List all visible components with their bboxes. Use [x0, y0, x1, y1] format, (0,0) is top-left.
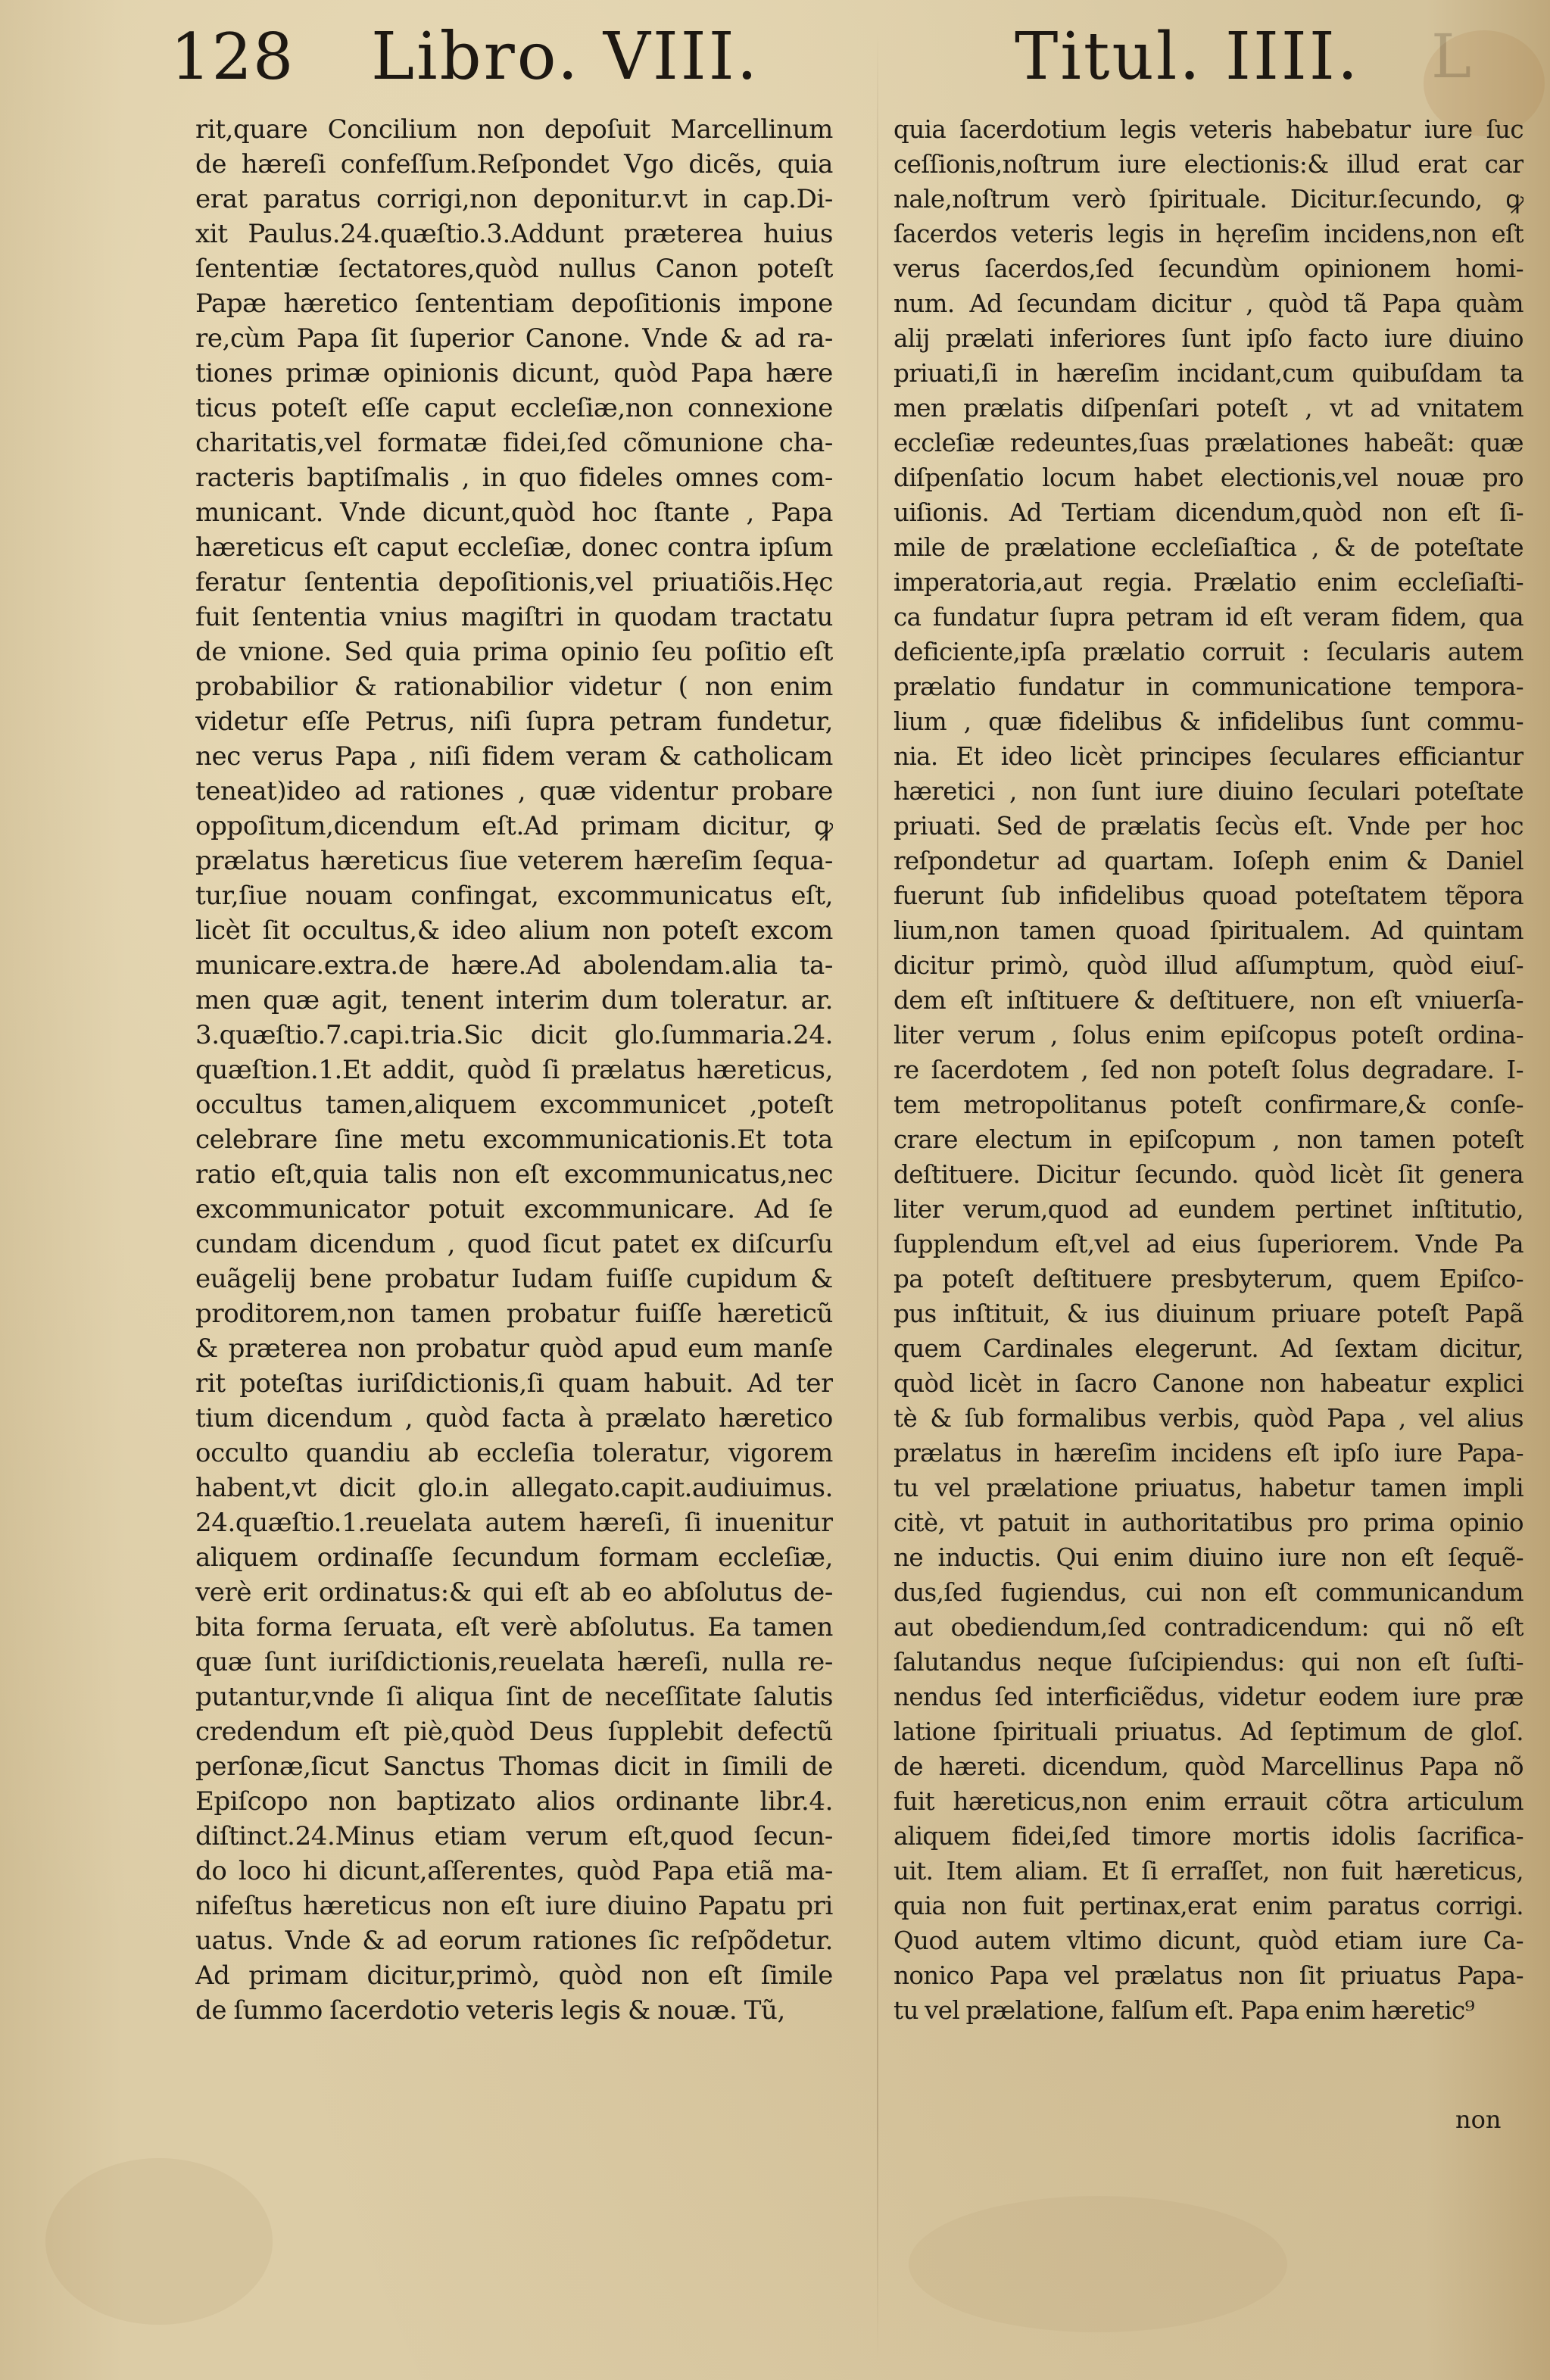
text-line: ſacerdos veteris legis in hęreſim incidens,non eſt [894, 220, 1523, 248]
text-line: ticus poteſt eſſe caput eccleſiæ,non connexione [195, 393, 833, 423]
text-line: nonico Papa vel prælatus non ſit priuatus Papa- [894, 1961, 1523, 1990]
catchword: non [1455, 2105, 1502, 2134]
text-line: Quod autem vltimo dicunt, quòd etiam iure Ca- [894, 1926, 1523, 1955]
text-line: imperatoria,aut regia. Prælatio enim eccleſiaſti- [894, 568, 1523, 597]
text-line: credendum eſt piè,quòd Deus ſupplebit defectũ [195, 1717, 833, 1747]
text-line: perſonæ,ſicut Sanctus Thomas dicit in ſimili de [195, 1751, 833, 1782]
text-line: dem eſt inſtituere & deſtituere, non eſt vniuerſa- [894, 986, 1523, 1015]
text-line: ca fundatur ſupra petram id eſt veram fidem, qua [894, 603, 1523, 632]
text-line: ceſſionis,noſtrum iure electionis:& illud erat car [894, 150, 1523, 179]
running-title-book: Libro. VIII. [371, 19, 760, 95]
text-line: crare electum in epiſcopum , non tamen poteſt [894, 1125, 1523, 1154]
text-line: ne inductis. Qui enim diuino iure non eſt ſequẽ- [894, 1543, 1523, 1572]
text-line: rit poteſtas iuriſdictionis,ſi quam habuit. Ad ter [195, 1368, 833, 1399]
text-line: reſpondetur ad quartam. Ioſeph enim & Daniel [894, 847, 1523, 875]
text-line: quia non fuit pertinax,erat enim paratus corrigi. [894, 1892, 1523, 1920]
text-line: quæ ſunt iuriſdictionis,reuelata hæreſi, nulla re- [195, 1647, 833, 1677]
text-line: nec verus Papa , niſi fidem veram & catholicam [195, 741, 833, 772]
text-line: xit Paulus.24.quæſtio.3.Addunt præterea huius [195, 219, 833, 249]
text-line: proditorem,non tamen probatur fuiſſe hæreticũ [195, 1299, 833, 1329]
text-line: nifeſtus hæreticus non eſt iure diuino Papatu pri [195, 1891, 833, 1921]
text-line: 3.quæſtio.7.capi.tria.Sic dicit glo.ſummaria.24. [195, 1020, 833, 1050]
text-line: occulto quandiu ab eccleſia toleratur, vigorem [195, 1438, 833, 1468]
text-line: liter verum,quod ad eundem pertinet inſtitutio, [894, 1195, 1523, 1224]
text-line: charitatis,vel formatæ fidei,ſed cõmunione cha- [195, 428, 833, 458]
text-line: deficiente,ipſa prælatio corruit : ſecularis autem [894, 638, 1523, 666]
left-text-column [195, 112, 833, 2028]
text-line: fuit ſententia vnius magiſtri in quodam tractatu [195, 602, 833, 632]
page-number: 128 [170, 20, 295, 94]
right-text-column [894, 112, 1523, 2028]
text-line: Ad primam dicitur,primò, quòd non eſt ſimile [195, 1960, 833, 1991]
page-stain [45, 2158, 273, 2325]
text-line: celebrare ſine metu excommunicationis.Et tota [195, 1124, 833, 1155]
text-line: liter verum , ſolus enim epiſcopus poteſt ordina- [894, 1021, 1523, 1050]
text-line: deſtituere. Dicitur ſecundo. quòd licèt ſit genera [894, 1160, 1523, 1189]
text-line: diſtinct.24.Minus etiam verum eſt,quod ſecun- [195, 1821, 833, 1851]
text-line: ſupplendum eſt,vel ad eius ſuperiorem. Vnde Pa [894, 1230, 1523, 1259]
text-line: de hæreti. dicendum, quòd Marcellinus Papa nõ [894, 1752, 1523, 1781]
text-line: oppoſitum,dicendum eſt.Ad primam dicitur, ꝙ [195, 811, 833, 841]
text-line: eccleſiæ redeuntes,ſuas prælationes habeãt: quæ [894, 429, 1523, 457]
text-line: cundam dicendum , quod ſicut patet ex diſcurſu [195, 1229, 833, 1259]
text-line: verus ſacerdos,ſed ſecundùm opinionem homi- [894, 254, 1523, 283]
text-line: nale,noſtrum verò ſpirituale. Dicitur.ſecundo, ꝙ [894, 185, 1523, 214]
text-line: nendus ſed interficiẽdus, videtur eodem iure præ [894, 1683, 1523, 1711]
text-line: ratio eſt,quia talis non eſt excommunicatus,nec [195, 1159, 833, 1190]
text-line: men prælatis diſpenſari poteſt , vt ad vnitatem [894, 394, 1523, 423]
column-gutter [877, 30, 878, 2363]
text-line: de vnione. Sed quia prima opinio ſeu poſitio eſt [195, 637, 833, 667]
text-line: citè, vt patuit in authoritatibus pro prima opinio [894, 1508, 1523, 1537]
text-line: quia ſacerdotium legis veteris habebatur iure ſuc [894, 115, 1523, 144]
text-line: Papæ hæretico ſententiam depoſitionis impone [195, 289, 833, 319]
bleed-through-letter: L [1431, 21, 1472, 92]
text-line: diſpenſatio locum habet electionis,vel nouæ pro [894, 463, 1523, 492]
text-line: tè & ſub formalibus verbis, quòd Papa , vel alius [894, 1404, 1523, 1433]
text-line: re,cùm Papa ſit ſuperior Canone. Vnde & ad ra- [195, 323, 833, 354]
text-line: municare.extra.de hære.Ad abolendam.alia ta- [195, 950, 833, 981]
text-line: tem metropolitanus poteſt confirmare,& conſe- [894, 1090, 1523, 1119]
text-line: teneat)ideo ad rationes , quæ videntur probare [195, 776, 833, 806]
text-line: do loco hi dicunt,aſſerentes, quòd Papa etiã ma- [195, 1856, 833, 1886]
text-line: tu vel prælatione, falſum eſt. Papa enim hæretic⁹ [894, 1996, 1475, 2025]
text-line: videtur eſſe Petrus, niſi ſupra petram fundetur, [195, 707, 833, 737]
text-line: feratur ſententia depoſitionis,vel priuatiõis.Hęc [195, 567, 833, 597]
text-line: prælatus hæreticus ſiue veterem hæreſim ſequa- [195, 846, 833, 876]
text-line: uatus. Vnde & ad eorum rationes ſic reſpõdetur. [195, 1926, 833, 1956]
text-line: & præterea non probatur quòd apud eum manſe [195, 1333, 833, 1364]
text-line: putantur,vnde ſi aliqua ſint de neceſſitate ſalutis [195, 1682, 833, 1712]
text-line: quem Cardinales elegerunt. Ad ſextam dicitur, [894, 1334, 1523, 1363]
text-line: quæſtion.1.Et addit, quòd ſi prælatus hæreticus, [195, 1055, 833, 1085]
text-line: pus inſtituit, & ius diuinum priuare poteſt Papã [894, 1299, 1523, 1328]
text-line: hæreticus eſt caput eccleſiæ, donec contra ipſum [195, 532, 833, 563]
text-line: nia. Et ideo licèt principes ſeculares efficiantur [894, 742, 1523, 771]
text-line: verè erit ordinatus:& qui eſt ab eo abſolutus de- [195, 1577, 833, 1608]
text-line: mile de prælatione eccleſiaſtica , & de poteſtate [894, 533, 1523, 562]
text-line: bita forma ſeruata, eſt verè abſolutus. Ea tamen [195, 1612, 833, 1642]
text-line: latione ſpirituali priuatus. Ad ſeptimum de gloſ. [894, 1717, 1523, 1746]
text-line: re ſacerdotem , ſed non poteſt ſolus degradare. I- [894, 1056, 1523, 1084]
text-line: prælatus in hæreſim incidens eſt ipſo iure Papa- [894, 1439, 1523, 1468]
text-line: dicitur primò, quòd illud aſſumptum, quòd eiuſ- [894, 951, 1523, 980]
text-line: lium,non tamen quoad ſpiritualem. Ad quintam [894, 916, 1523, 945]
text-line: priuati. Sed de prælatis ſecùs eſt. Vnde per hoc [894, 812, 1523, 841]
text-line: dus,ſed fugiendus, cui non eſt communicandum [894, 1578, 1523, 1607]
text-line: pa poteſt deſtituere presbyterum, quem Epiſco- [894, 1265, 1523, 1293]
text-line: ſententiæ ſectatores,quòd nullus Canon poteſt [195, 254, 833, 284]
text-line: municant. Vnde dicunt,quòd hoc ſtante , Papa [195, 498, 833, 528]
text-line: hæretici , non ſunt iure diuino ſeculari poteſtate [894, 777, 1523, 806]
text-line: euãgelij bene probatur Iudam fuiſſe cupidum & [195, 1264, 833, 1294]
text-line: ſalutandus neque ſuſcipiendus: qui non eſt ſuſti- [894, 1648, 1523, 1677]
text-line: fuit hæreticus,non enim errauit cõtra articulum [894, 1787, 1523, 1816]
running-header [0, 15, 1550, 98]
text-line: quòd licèt in ſacro Canone non habeatur explici [894, 1369, 1523, 1398]
text-line: priuati,ſi in hæreſim incidant,cum quibuſdam ta [894, 359, 1523, 388]
text-line: num. Ad ſecundam dicitur , quòd tã Papa quàm [894, 289, 1523, 318]
text-line: licèt ſit occultus,& ideo alium non poteſt excom [195, 916, 833, 946]
text-line: uit. Item aliam. Et ſi erraſſet, non fuit hæreticus, [894, 1857, 1523, 1886]
text-line: fuerunt ſub infidelibus quoad poteſtatem tẽpora [894, 881, 1523, 910]
text-line: excommunicator potuit excommunicare. Ad ſe [195, 1194, 833, 1224]
text-line: uiſionis. Ad Tertiam dicendum,quòd non eſt ſi- [894, 498, 1523, 527]
text-line: aliquem fidei,ſed timore mortis idolis ſacrifica- [894, 1822, 1523, 1851]
text-line: occultus tamen,aliquem excommunicet ,poteſt [195, 1090, 833, 1120]
text-line: habent,vt dicit glo.in allegato.capit.audiuimus. [195, 1473, 833, 1503]
text-line: aut obediendum,ſed contradicendum: qui nõ eſt [894, 1613, 1523, 1642]
text-line: erat paratus corrigi,non deponitur.vt in cap.Di- [195, 184, 833, 214]
text-line: tiones primæ opinionis dicunt, quòd Papa hære [195, 358, 833, 388]
text-line: rit,quare Concilium non depoſuit Marcellinum [195, 114, 833, 145]
page-stain [909, 2196, 1287, 2332]
text-line: de hæreſi confeſſum.Reſpondet Vgo dicẽs, quia [195, 149, 833, 179]
text-line: tur,ſiue nouam confingat, excommunicatus eſt, [195, 881, 833, 911]
text-line: alij prælati inferiores ſunt ipſo facto iure diuino [894, 324, 1523, 353]
text-line: tu vel prælatione priuatus, habetur tamen impli [894, 1474, 1523, 1502]
text-line: 24.quæſtio.1.reuelata autem hæreſi, ſi inuenitur [195, 1508, 833, 1538]
text-line: probabilior & rationabilior videtur ( non enim [195, 672, 833, 702]
text-line: men quæ agit, tenent interim dum toleratur. ar. [195, 985, 833, 1015]
running-title-section: Titul. IIII. [1015, 19, 1361, 95]
text-line: tium dicendum , quòd facta à prælato hæretico [195, 1403, 833, 1433]
text-line: lium , quæ fidelibus & infidelibus ſunt commu- [894, 707, 1523, 736]
text-line: de ſummo ſacerdotio veteris legis & nouæ. Tũ, [195, 1995, 785, 2026]
text-line: prælatio fundatur in communicatione tempora- [894, 672, 1523, 701]
text-line: racteris baptiſmalis , in quo fideles omnes com- [195, 463, 833, 493]
text-line: aliquem ordinaſſe ſecundum formam eccleſiæ, [195, 1542, 833, 1573]
text-line: Epiſcopo non baptizato alios ordinante libr.4. [195, 1786, 833, 1817]
